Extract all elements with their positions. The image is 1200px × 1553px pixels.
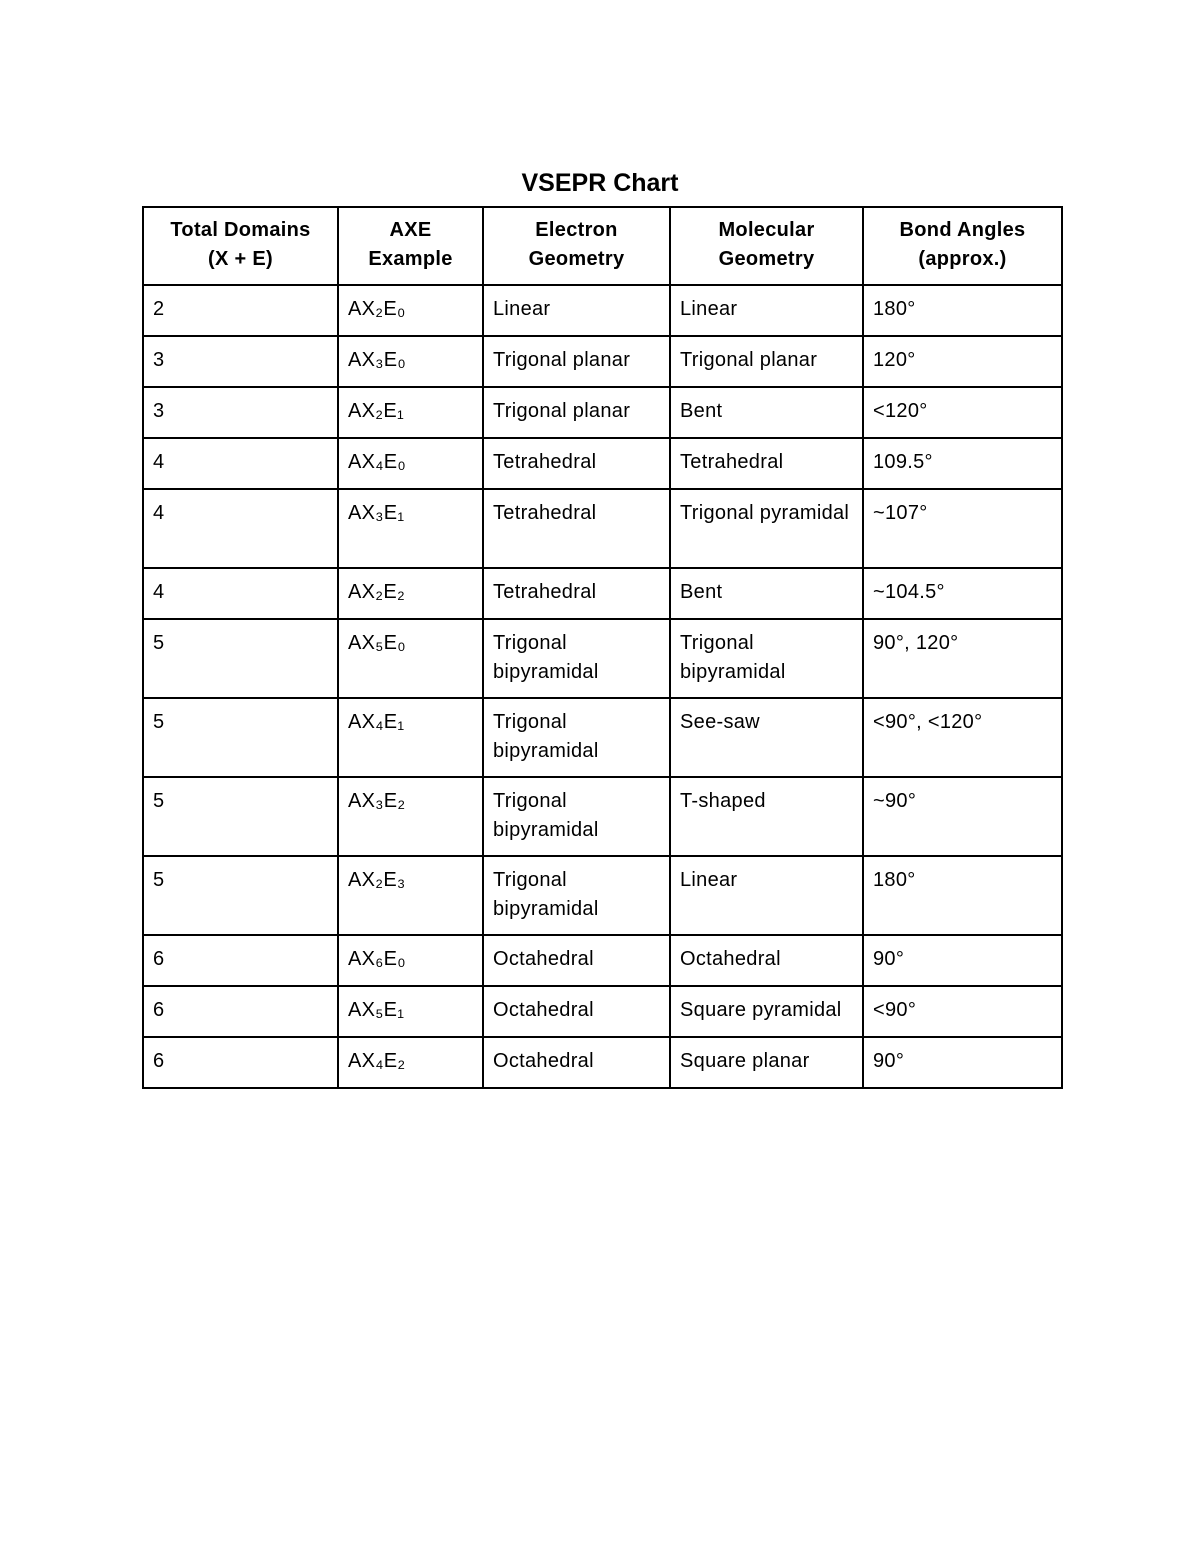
cell-bond-angles: <90°, <120° [863,698,1062,777]
cell-molecular-geometry: Bent [670,387,863,438]
cell-electron-geometry: Octahedral [483,986,670,1037]
cell-total-domains: 5 [143,619,338,698]
cell-bond-angles: ~107° [863,489,1062,568]
cell-axe-example: AX₃E₂ [338,777,483,856]
header-axe-example: AXE Example [338,207,483,285]
cell-molecular-geometry: Linear [670,285,863,336]
cell-bond-angles: 90° [863,935,1062,986]
header-bond-angles: Bond Angles (approx.) [863,207,1062,285]
table-row [143,285,1062,336]
cell-electron-geometry: Trigonal bipyramidal [483,619,670,698]
cell-bond-angles: <90° [863,986,1062,1037]
cell-electron-geometry: Trigonal bipyramidal [483,856,670,935]
page-title: VSEPR Chart [521,169,679,197]
table-row [143,489,1062,568]
cell-electron-geometry: Tetrahedral [483,568,670,619]
table-row [143,1037,1062,1088]
cell-electron-geometry: Tetrahedral [483,438,670,489]
cell-axe-example: AX₃E₁ [338,489,483,568]
table-row [143,619,1062,698]
cell-electron-geometry: Trigonal planar [483,336,670,387]
cell-electron-geometry: Octahedral [483,935,670,986]
cell-molecular-geometry: See-saw [670,698,863,777]
cell-electron-geometry: Linear [483,285,670,336]
cell-molecular-geometry: Linear [670,856,863,935]
cell-bond-angles: 90° [863,1037,1062,1088]
cell-axe-example: AX₆E₀ [338,935,483,986]
cell-total-domains: 6 [143,986,338,1037]
cell-axe-example: AX₂E₀ [338,285,483,336]
cell-axe-example: AX₅E₁ [338,986,483,1037]
cell-axe-example: AX₂E₂ [338,568,483,619]
cell-total-domains: 4 [143,438,338,489]
cell-molecular-geometry: Tetrahedral [670,438,863,489]
cell-total-domains: 3 [143,336,338,387]
cell-electron-geometry: Tetrahedral [483,489,670,568]
cell-bond-angles: 180° [863,285,1062,336]
cell-axe-example: AX₄E₂ [338,1037,483,1088]
cell-bond-angles: 180° [863,856,1062,935]
cell-total-domains: 6 [143,1037,338,1088]
header-molecular-geometry: Molecular Geometry [670,207,863,285]
cell-bond-angles: ~104.5° [863,568,1062,619]
cell-total-domains: 4 [143,568,338,619]
cell-bond-angles: ~90° [863,777,1062,856]
header-electron-geometry: Electron Geometry [483,207,670,285]
cell-total-domains: 6 [143,935,338,986]
cell-axe-example: AX₄E₀ [338,438,483,489]
cell-axe-example: AX₃E₀ [338,336,483,387]
vsepr-table [142,206,1063,1089]
cell-total-domains: 4 [143,489,338,568]
table-header-row [143,207,1062,285]
cell-molecular-geometry: Trigonal planar [670,336,863,387]
cell-total-domains: 3 [143,387,338,438]
cell-molecular-geometry: Bent [670,568,863,619]
cell-total-domains: 5 [143,698,338,777]
cell-molecular-geometry: Trigonal pyramidal [670,489,863,568]
table-row [143,438,1062,489]
cell-axe-example: AX₂E₁ [338,387,483,438]
cell-total-domains: 5 [143,777,338,856]
cell-axe-example: AX₄E₁ [338,698,483,777]
cell-bond-angles: <120° [863,387,1062,438]
cell-total-domains: 5 [143,856,338,935]
table-row [143,777,1062,856]
cell-electron-geometry: Trigonal bipyramidal [483,698,670,777]
table-row [143,387,1062,438]
cell-electron-geometry: Octahedral [483,1037,670,1088]
table-row [143,856,1062,935]
cell-axe-example: AX₂E₃ [338,856,483,935]
header-total-domains: Total Domains (X + E) [143,207,338,285]
cell-molecular-geometry: Square planar [670,1037,863,1088]
cell-electron-geometry: Trigonal bipyramidal [483,777,670,856]
table-row [143,935,1062,986]
table-row [143,986,1062,1037]
cell-molecular-geometry: Square pyramidal [670,986,863,1037]
cell-total-domains: 2 [143,285,338,336]
cell-axe-example: AX₅E₀ [338,619,483,698]
cell-molecular-geometry: Octahedral [670,935,863,986]
cell-electron-geometry: Trigonal planar [483,387,670,438]
cell-molecular-geometry: T-shaped [670,777,863,856]
table-row [143,336,1062,387]
cell-bond-angles: 90°, 120° [863,619,1062,698]
cell-molecular-geometry: Trigonal bipyramidal [670,619,863,698]
cell-bond-angles: 120° [863,336,1062,387]
table-row [143,698,1062,777]
cell-bond-angles: 109.5° [863,438,1062,489]
table-row [143,568,1062,619]
